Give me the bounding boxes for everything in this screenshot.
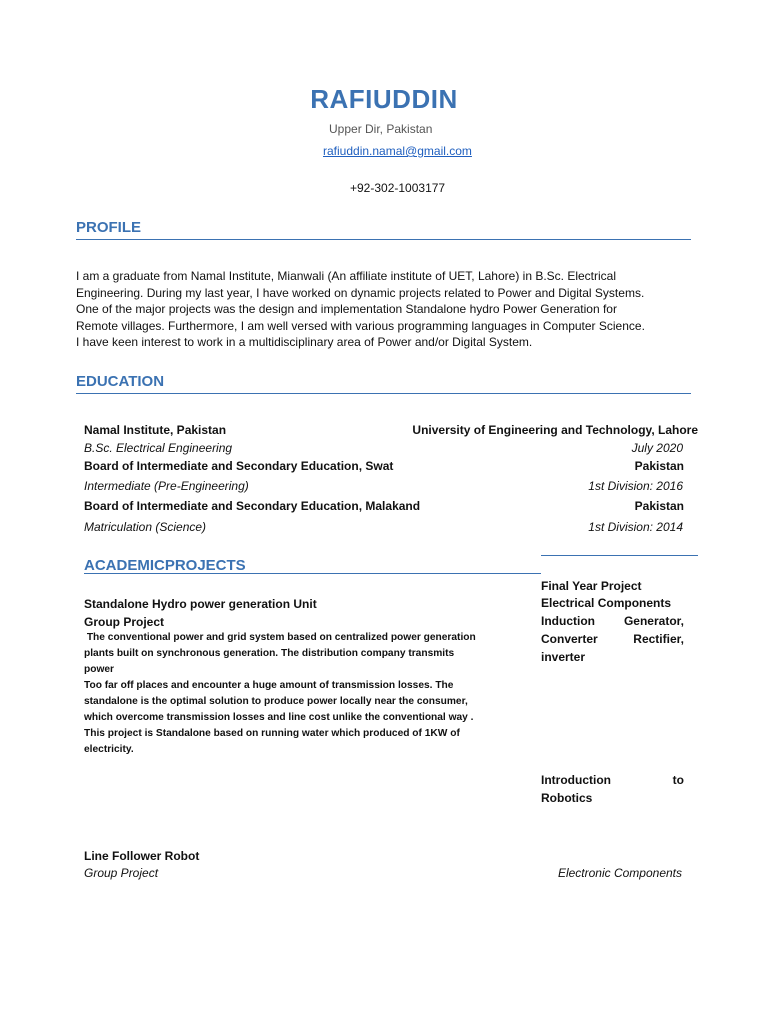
profile-text bbox=[76, 268, 696, 351]
education-university: University of Engineering and Technology, Lahore bbox=[412, 423, 698, 437]
education-result: 1st Division: 2016 bbox=[588, 479, 683, 493]
education-country: Pakistan bbox=[634, 499, 684, 513]
component-word: Rectifier, bbox=[633, 632, 684, 646]
description-line: standalone is the optimal solution to produce power locally near the consumer, bbox=[84, 696, 468, 707]
education-date: July 2020 bbox=[631, 441, 683, 455]
component-word: Induction bbox=[541, 614, 595, 628]
description-line: Too far off places and encounter a huge amount of transmission losses. The bbox=[84, 680, 454, 691]
education-divider bbox=[76, 393, 691, 394]
profile-divider bbox=[76, 239, 691, 240]
description-line: This project is Standalone based on running water which produced of 1KW of bbox=[84, 728, 460, 739]
profile-line: Engineering. During my last year, I have worked on dynamic projects related to Power and Digital Systems. bbox=[76, 285, 645, 300]
component-word: Converter bbox=[541, 632, 598, 646]
description-line: which overcome transmission losses and line cost unlike the conventional way . bbox=[84, 712, 474, 723]
description-line: plants built on synchronous generation. The distribution company transmits bbox=[84, 648, 455, 659]
components-label: Electrical Components bbox=[541, 596, 672, 610]
profile-line: One of the major projects was the design and implementation Standalone hydro Power Generation for bbox=[76, 302, 617, 317]
phone-number: +92-302-1003177 bbox=[350, 181, 446, 195]
description-line: electricity. bbox=[84, 744, 134, 755]
education-institution: Namal Institute, Pakistan bbox=[84, 423, 227, 437]
education-degree: Intermediate (Pre-Engineering) bbox=[84, 479, 249, 493]
component-word: inverter bbox=[541, 650, 586, 664]
projects-heading: ACADEMICPROJECTS bbox=[84, 557, 246, 574]
education-result: 1st Division: 2014 bbox=[588, 520, 683, 534]
projects-side-divider bbox=[541, 555, 698, 556]
project-type: Group Project bbox=[84, 866, 159, 880]
profile-line: I have keen interest to work in a multidisciplinary area of Power and/or Digital System. bbox=[76, 335, 533, 350]
profile-line: Remote villages. Furthermore, I am well versed with various programming languages in Computer Science. bbox=[76, 318, 645, 333]
profile-heading: PROFILE bbox=[76, 219, 142, 236]
location: Upper Dir, Pakistan bbox=[329, 122, 433, 136]
projects-divider bbox=[84, 573, 541, 574]
education-country: Pakistan bbox=[634, 459, 684, 473]
profile-line: I am a graduate from Namal Institute, Mianwali (An affiliate institute of UET, Lahore) in B.Sc. Electrical bbox=[76, 269, 617, 283]
education-institution: Board of Intermediate and Secondary Education, Swat bbox=[84, 459, 394, 473]
final-year-project-label: Final Year Project bbox=[541, 579, 642, 593]
course-word: Introduction bbox=[541, 773, 611, 787]
project-title: Line Follower Robot bbox=[84, 849, 200, 863]
education-heading: EDUCATION bbox=[76, 373, 165, 390]
course-word: to bbox=[672, 773, 684, 787]
description-line: The conventional power and grid system based on centralized power generation bbox=[84, 632, 476, 643]
project-description bbox=[84, 630, 520, 758]
education-institution: Board of Intermediate and Secondary Education, Malakand bbox=[84, 499, 421, 513]
project-components: Electronic Components bbox=[557, 866, 682, 880]
education-degree: B.Sc. Electrical Engineering bbox=[84, 441, 233, 455]
candidate-name: RAFIUDDIN bbox=[310, 84, 458, 114]
project-type: Group Project bbox=[84, 615, 165, 629]
project-title: Standalone Hydro power generation Unit bbox=[84, 597, 317, 611]
email-link[interactable]: rafiuddin.namal@gmail.com bbox=[323, 144, 472, 158]
course-word: Robotics bbox=[541, 791, 593, 805]
education-degree: Matriculation (Science) bbox=[84, 520, 207, 534]
component-word: Generator, bbox=[623, 614, 684, 628]
description-line: power bbox=[84, 664, 115, 675]
